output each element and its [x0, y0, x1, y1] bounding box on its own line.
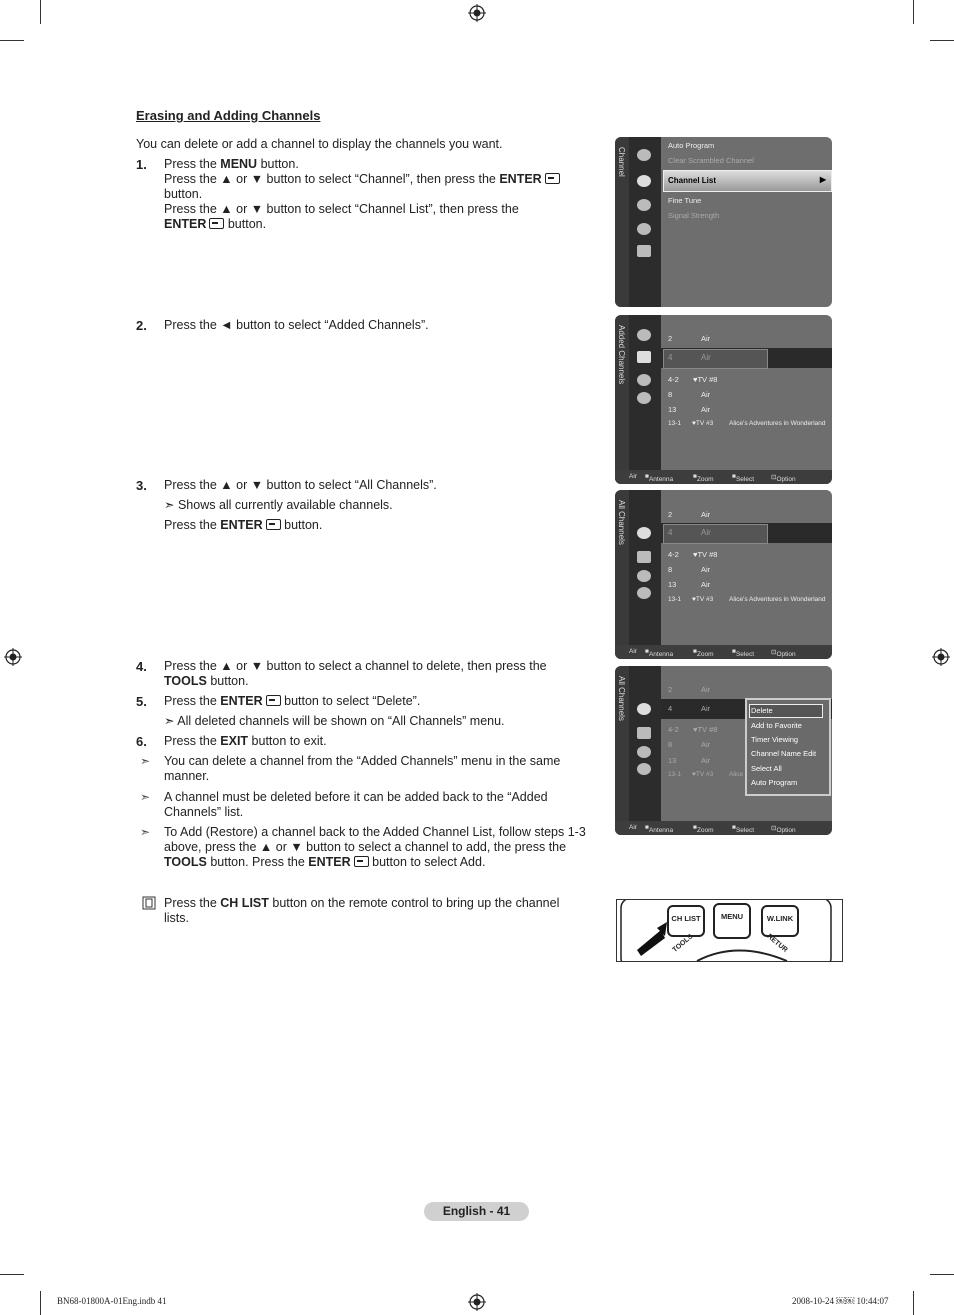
key-name: ENTER — [164, 217, 207, 231]
step-3 — [136, 478, 586, 493]
channel-row[interactable] — [668, 725, 718, 734]
step-text: Press the — [164, 518, 221, 532]
arrow-right-icon: ▶ — [819, 175, 826, 184]
footer-label: ■ Select — [732, 824, 755, 834]
note-2 — [136, 790, 586, 820]
focus-box — [663, 349, 768, 369]
menu-title: Channel — [617, 147, 626, 177]
registration-mark-icon — [468, 1293, 486, 1311]
menu-side-bar — [615, 490, 629, 659]
print-footer-left: BN68-01800A-01Eng.indb 41 — [57, 1296, 167, 1306]
programmed-icon — [637, 587, 651, 599]
favorite-icon — [637, 374, 651, 386]
step-text: Press the ▲ or ▼ button to select “Channel”, then press the — [164, 172, 500, 186]
registration-mark-icon — [468, 4, 486, 22]
channel-type: ♥TV #3 — [692, 596, 714, 603]
print-footer-right: 2008-10-24 ￼￼ 10:44:07 — [792, 1296, 889, 1306]
channel-number: 8 — [668, 565, 673, 574]
channel-number: 13-1 — [668, 596, 682, 603]
note-text: Shows all currently available channels. — [177, 498, 393, 512]
crop-mark — [913, 1291, 914, 1315]
channel-row[interactable] — [668, 375, 718, 384]
tv-all-channels-tools — [615, 666, 832, 835]
channel-number: 2 — [668, 510, 673, 519]
footer-label: ■ Select — [732, 648, 755, 658]
channel-number: 13 — [668, 580, 677, 589]
step-text: Press the ▲ or ▼ button to select “All Channels”. — [164, 478, 437, 492]
program-name: Alice's Adventures in Wonderland — [729, 596, 826, 603]
tv-channel-menu — [615, 137, 832, 307]
enter-icon — [354, 856, 369, 867]
menu-side-bar — [615, 137, 629, 307]
crop-mark — [0, 40, 24, 41]
channel-row[interactable] — [668, 565, 711, 574]
menu-side-bar — [615, 666, 629, 835]
channel-row[interactable] — [668, 528, 711, 537]
step-text: Press the — [164, 694, 221, 708]
remote-control-illustration — [616, 899, 843, 962]
added-channels-icon — [637, 551, 651, 563]
channel-type: Air — [701, 353, 711, 362]
key-name: ENTER — [220, 694, 263, 708]
note-text: button on the remote control to bring up the channel lists. — [164, 896, 560, 925]
footer-label: Air — [629, 824, 637, 831]
menu-footer — [615, 821, 832, 835]
channel-number: 2 — [668, 334, 673, 343]
note-text: button to select Add. — [368, 855, 486, 869]
step-number: 5. — [136, 694, 147, 709]
step-text: Press the ▲ or ▼ button to select a channel to delete, then press the — [164, 659, 547, 673]
tools-button-label[interactable]: TOOLS — [671, 933, 695, 954]
channel-number: 4-2 — [668, 725, 679, 734]
application-icon — [637, 245, 651, 257]
channel-row[interactable] — [668, 596, 826, 603]
channel-type: Air — [701, 510, 711, 519]
step-3-enter — [164, 518, 322, 533]
key-name: EXIT — [220, 734, 249, 748]
note-text: Press the — [164, 896, 221, 910]
all-channels-icon — [637, 329, 651, 341]
channel-number: 2 — [668, 685, 673, 694]
step-text: button to select “Delete”. — [280, 694, 421, 708]
channel-type: Air — [701, 565, 711, 574]
note-text: button. Press the — [206, 855, 309, 869]
note-text: To Add (Restore) a channel back to the Added Channel List, follow steps 1-3 above, press the ▲ or ▼ button to select a channel to add, the press the — [164, 825, 586, 854]
step-3-note — [164, 498, 393, 513]
step-2 — [136, 318, 586, 333]
focus-box — [663, 524, 768, 544]
note-text: All deleted channels will be shown on “All Channels” menu. — [177, 714, 505, 728]
intro-text: You can delete or add a channel to display the channels you want. — [136, 137, 503, 151]
channel-number: 13 — [668, 405, 677, 414]
footer-label: ■ Select — [732, 473, 755, 483]
channel-row[interactable] — [668, 334, 711, 343]
step-number: 4. — [136, 659, 147, 674]
program-name: Alice — [729, 771, 744, 778]
tv-all-channels — [615, 490, 832, 659]
memo-icon — [142, 896, 156, 910]
footer-label: ■ Zoom — [693, 824, 714, 834]
menu-item-label: Channel List — [668, 176, 717, 185]
menu-item[interactable]: Clear Scrambled Channel — [668, 156, 754, 165]
step-text: button. — [280, 518, 323, 532]
step-4 — [136, 659, 586, 689]
crop-mark — [40, 1291, 41, 1315]
step-text: button. — [164, 187, 203, 201]
step-text: button to exit. — [248, 734, 327, 748]
tools-menu-item-select-all[interactable]: Select All — [751, 764, 782, 773]
channel-number: 4 — [668, 704, 673, 713]
registration-mark-icon — [4, 648, 22, 666]
section-heading: Erasing and Adding Channels — [136, 108, 321, 123]
tools-menu-item-name-edit[interactable]: Channel Name Edit — [751, 749, 817, 758]
channel-type: Air — [701, 390, 711, 399]
footer-label: ■ Antenna — [645, 648, 674, 658]
step-number: 1. — [136, 157, 147, 172]
key-name: ENTER — [499, 172, 542, 186]
channel-type: Air — [701, 685, 711, 694]
channel-type: ♥TV #3 — [692, 771, 714, 778]
channel-type: Air — [701, 405, 711, 414]
tools-menu-item-auto-program[interactable]: Auto Program — [751, 778, 798, 787]
registration-mark-icon — [932, 648, 950, 666]
note-3 — [136, 825, 586, 870]
footer-label: Air — [629, 648, 637, 655]
tools-menu-item-add-favorite[interactable]: Add to Favorite — [751, 721, 802, 730]
key-name: ENTER — [308, 855, 351, 869]
crop-mark — [0, 1274, 24, 1275]
key-name: CH LIST — [220, 896, 269, 910]
channel-number: 4 — [668, 353, 673, 362]
menu-footer — [615, 470, 832, 484]
note-arrow-icon: ➣ — [140, 790, 151, 804]
enter-icon — [545, 173, 560, 184]
step-text: button. — [257, 157, 299, 171]
programmed-icon — [637, 392, 651, 404]
channel-row[interactable] — [668, 704, 711, 713]
picture-icon — [637, 149, 651, 161]
channel-type: ♥TV #8 — [693, 375, 718, 384]
note-arrow-icon: ➣ — [140, 825, 151, 839]
channel-number: 13-1 — [668, 771, 682, 778]
step-5 — [136, 694, 586, 709]
menu-title: All Channels — [617, 500, 626, 545]
favorite-icon — [637, 746, 651, 758]
channel-type: ♥TV #3 — [692, 420, 714, 427]
programmed-icon — [637, 763, 651, 775]
step-text: Press the — [164, 157, 221, 171]
added-channels-icon — [637, 351, 651, 363]
channel-number: 4-2 — [668, 550, 679, 559]
step-5-note — [164, 714, 505, 729]
step-6 — [136, 734, 586, 749]
channel-row[interactable] — [668, 405, 711, 414]
step-number: 3. — [136, 478, 147, 493]
enter-icon — [266, 519, 281, 530]
menu-footer — [615, 645, 832, 659]
enter-icon — [266, 695, 281, 706]
menu-icon-column — [629, 137, 661, 307]
footer-label: ⊡ Option — [771, 474, 796, 483]
channel-row[interactable] — [668, 510, 711, 519]
setup-icon — [637, 199, 651, 211]
menu-item[interactable]: Signal Strength — [668, 211, 720, 220]
input-icon — [637, 223, 651, 235]
tools-menu — [745, 698, 831, 796]
tools-menu-item-delete[interactable]: Delete — [751, 706, 773, 715]
note-text: A channel must be deleted before it can be added back to the “Added Channels” list. — [164, 790, 548, 819]
channel-number: 13 — [668, 756, 677, 765]
menu-side-bar — [615, 315, 629, 484]
step-text: Press the ◄ button to select “Added Channels”. — [164, 318, 429, 332]
footer-label: ■ Zoom — [693, 473, 714, 483]
step-text: button. — [224, 217, 267, 231]
note-text: You can delete a channel from the “Added Channels” menu in the same manner. — [164, 754, 561, 783]
footer-label: ■ Antenna — [645, 824, 674, 834]
step-number: 2. — [136, 318, 147, 333]
crop-mark — [930, 40, 954, 41]
all-channels-icon — [637, 527, 651, 539]
step-text: Press the — [164, 734, 221, 748]
menu-item[interactable]: Fine Tune — [668, 196, 702, 205]
channel-type: Air — [701, 704, 711, 713]
menu-title: Added Channels — [617, 325, 626, 385]
channel-type: Air — [701, 740, 711, 749]
channel-row[interactable] — [668, 420, 826, 427]
footer-label: ⊡ Option — [771, 649, 796, 658]
channel-number: 4 — [668, 528, 673, 537]
tools-menu-item-timer[interactable]: Timer Viewing — [751, 735, 799, 744]
menu-item[interactable]: Auto Program — [668, 141, 715, 150]
channel-type: ♥TV #8 — [693, 725, 718, 734]
channel-number: 8 — [668, 390, 673, 399]
channel-row[interactable] — [668, 580, 711, 589]
key-name: MENU — [220, 157, 258, 171]
note-arrow-icon: ➣ — [164, 714, 178, 728]
note-1 — [136, 754, 586, 784]
channel-row[interactable] — [668, 390, 711, 399]
enter-icon — [209, 218, 224, 229]
channel-row[interactable] — [668, 353, 711, 362]
channel-row[interactable] — [668, 771, 744, 778]
key-name: TOOLS — [164, 674, 207, 688]
channel-number: 13-1 — [668, 420, 682, 427]
menu-item-selected[interactable] — [663, 170, 832, 192]
key-name: ENTER — [220, 518, 263, 532]
crop-mark — [930, 1274, 954, 1275]
channel-row[interactable] — [668, 685, 711, 694]
key-name: TOOLS — [164, 855, 207, 869]
menu-button[interactable] — [713, 903, 751, 939]
channel-row[interactable] — [668, 756, 711, 765]
menu-title: All Channels — [617, 676, 626, 721]
note-arrow-icon: ➣ — [140, 754, 151, 768]
crop-mark — [913, 0, 914, 24]
step-1 — [136, 157, 586, 232]
footer-label: Air — [629, 473, 637, 480]
channel-row[interactable] — [668, 740, 711, 749]
menu-button-label: MENU — [720, 912, 744, 921]
step-text: Press the ▲ or ▼ button to select “Channel List”, then press the — [164, 202, 519, 216]
channel-type: Air — [701, 528, 711, 537]
favorite-icon — [637, 570, 651, 582]
channel-type: ♥TV #8 — [693, 550, 718, 559]
all-channels-icon — [637, 703, 651, 715]
step-number: 6. — [136, 734, 147, 749]
channel-number: 8 — [668, 740, 673, 749]
return-button-label[interactable]: RETUR — [765, 933, 789, 954]
page-number: English - 41 — [424, 1202, 529, 1221]
program-name: Alice's Adventures in Wonderland — [729, 420, 826, 427]
channel-row[interactable] — [668, 550, 718, 559]
footer-label: ■ Antenna — [645, 473, 674, 483]
ch-list-button[interactable]: CH LIST — [667, 905, 705, 937]
channel-type: Air — [701, 580, 711, 589]
added-channels-icon — [637, 727, 651, 739]
footer-label: ■ Zoom — [693, 648, 714, 658]
note-arrow-icon: ➣ — [164, 498, 178, 512]
crop-mark — [40, 0, 41, 24]
wlink-button[interactable]: W.LINK — [761, 905, 799, 937]
channel-number: 4-2 — [668, 375, 679, 384]
channel-icon — [637, 175, 651, 187]
step-text: button. — [206, 674, 249, 688]
channel-type: Air — [701, 756, 711, 765]
channel-type: Air — [701, 334, 711, 343]
tv-added-channels — [615, 315, 832, 484]
memo-note — [136, 896, 586, 926]
footer-label: ⊡ Option — [771, 825, 796, 834]
